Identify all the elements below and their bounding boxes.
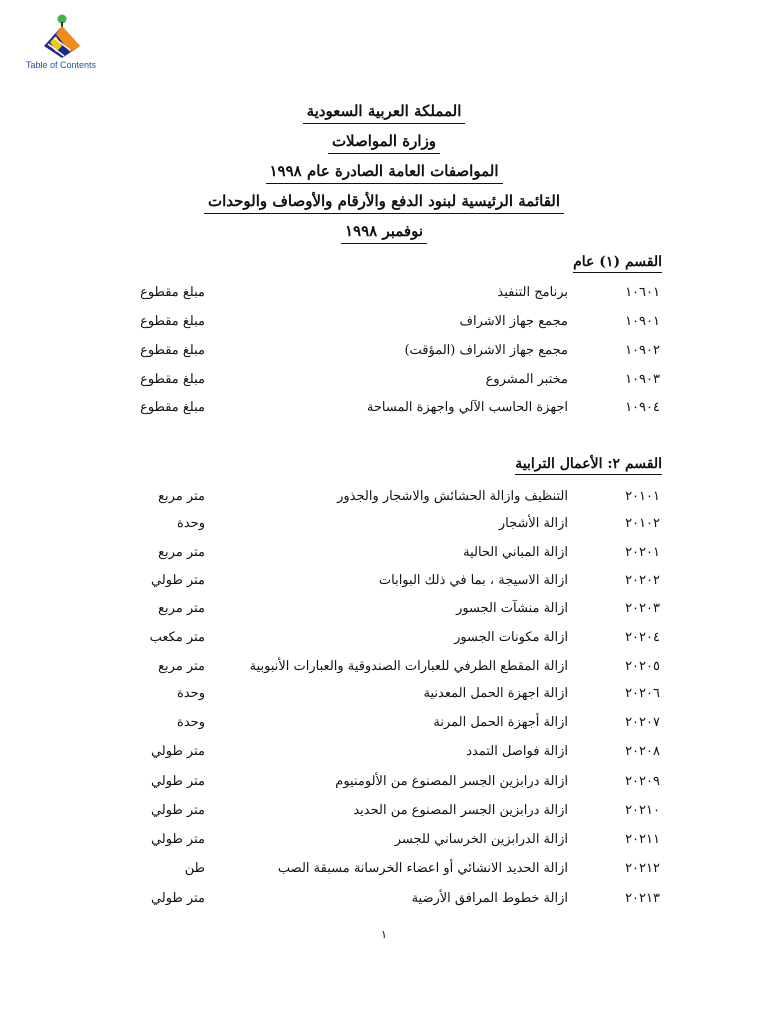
heading-main-list: القائمة الرئيسية لبنود الدفع والأرقام والأوصاف والوحدات	[204, 190, 564, 214]
item-unit: متر طولي	[150, 744, 205, 759]
item-description: التنظيف وازالة الحشائش والاشجار والجذور	[337, 489, 568, 504]
item-code: ١٠٩٠٤	[625, 400, 660, 415]
item-description: ازالة درابزين الجسر المصنوع من الألومنيوم	[335, 774, 568, 789]
item-unit: متر مكعب	[149, 630, 205, 645]
item-code: ٢٠٢٠٩	[625, 774, 660, 789]
item-description: ازالة منشآت الجسور	[456, 601, 568, 616]
item-description: مجمع جهاز الاشراف (المؤقت)	[404, 343, 568, 358]
table-row	[0, 630, 768, 652]
table-row	[0, 715, 768, 737]
table-row	[0, 803, 768, 825]
table-row	[0, 686, 768, 708]
item-unit: متر طولي	[150, 803, 205, 818]
item-code: ١٠٦٠١	[625, 285, 660, 300]
item-unit: وحدة	[177, 516, 205, 531]
item-code: ٢٠٢٠٣	[625, 601, 660, 616]
table-row	[0, 861, 768, 883]
item-code: ٢٠١٠١	[625, 489, 660, 504]
table-row	[0, 891, 768, 913]
table-row	[0, 372, 768, 394]
table-row	[0, 545, 768, 567]
item-code: ٢٠٢١٢	[625, 861, 660, 876]
item-unit: متر طولي	[150, 573, 205, 588]
item-code: ٢٠٢٠٨	[625, 744, 660, 759]
item-unit: متر مربع	[158, 659, 205, 674]
item-description: ازالة درابزين الجسر المصنوع من الحديد	[353, 803, 568, 818]
table-row	[0, 601, 768, 623]
item-description: ازالة المقطع الطرفي للعبارات الصندوقية والعبارات الأنبوبية	[249, 659, 568, 674]
table-of-contents-link[interactable]: Table of Contents	[26, 60, 97, 70]
heading-kingdom: المملكة العربية السعودية	[303, 100, 466, 124]
table-row	[0, 285, 768, 307]
item-code: ٢٠٢٠٦	[625, 686, 660, 701]
item-code: ٢٠٢٠٥	[625, 659, 660, 674]
table-row	[0, 573, 768, 595]
item-code: ٢٠٢٠٢	[625, 573, 660, 588]
table-row	[0, 314, 768, 336]
table-row	[0, 400, 768, 422]
item-unit: وحدة	[177, 715, 205, 730]
item-description: ازالة خطوط المرافق الأرضية	[411, 891, 568, 906]
item-description: ازالة اجهزة الحمل المعدنية	[423, 686, 568, 701]
item-code: ٢٠٢٠١	[625, 545, 660, 560]
item-description: اجهزة الحاسب الآلي واجهزة المساحة	[366, 400, 568, 415]
item-unit: متر طولي	[150, 774, 205, 789]
page-number: ١	[381, 928, 387, 941]
item-unit: وحدة	[177, 686, 205, 701]
item-code: ٢٠٢٠٤	[625, 630, 660, 645]
item-unit: طن	[184, 861, 205, 876]
item-description: ازالة فواصل التمدد	[466, 744, 568, 759]
item-unit: مبلغ مقطوع	[140, 400, 205, 415]
item-code: ٢٠١٠٢	[625, 516, 660, 531]
item-description: ازالة الاسيجة ، بما في ذلك البوابات	[378, 573, 568, 588]
item-code: ١٠٩٠٢	[625, 343, 660, 358]
item-description: برنامج التنفيذ	[497, 285, 568, 300]
section-2-title: القسم ٢: الأعمال الترابية	[515, 456, 662, 475]
item-description: ازالة الحديد الانشائي أو اعضاء الخرسانة مسبقة الصب	[277, 861, 568, 876]
item-unit: مبلغ مقطوع	[140, 285, 205, 300]
item-code: ٢٠٢٠٧	[625, 715, 660, 730]
table-row	[0, 744, 768, 766]
item-description: مجمع جهاز الاشراف	[459, 314, 568, 329]
table-row	[0, 832, 768, 854]
item-unit: متر طولي	[150, 832, 205, 847]
table-row	[0, 659, 768, 681]
heading-date: نوفمبر ١٩٩٨	[341, 220, 427, 244]
item-description: ازالة الدرابزين الخرساني للجسر	[394, 832, 568, 847]
table-row	[0, 774, 768, 796]
logo-icon	[40, 14, 84, 60]
item-description: ازالة الأشجار	[498, 516, 568, 531]
item-code: ١٠٩٠٣	[625, 372, 660, 387]
item-code: ٢٠٢١١	[625, 832, 660, 847]
item-description: ازالة المباني الحالية	[463, 545, 568, 560]
item-unit: متر طولي	[150, 891, 205, 906]
item-description: ازالة أجهزة الحمل المرنة	[433, 715, 568, 730]
table-row	[0, 489, 768, 511]
item-description: مختبر المشروع	[485, 372, 568, 387]
item-unit: متر مربع	[158, 601, 205, 616]
heading-specifications: المواصفات العامة الصادرة عام ١٩٩٨	[266, 160, 503, 184]
item-unit: مبلغ مقطوع	[140, 372, 205, 387]
item-code: ٢٠٢١٣	[625, 891, 660, 906]
item-code: ١٠٩٠١	[625, 314, 660, 329]
item-unit: متر مربع	[158, 545, 205, 560]
item-description: ازالة مكونات الجسور	[454, 630, 568, 645]
table-row	[0, 516, 768, 538]
item-unit: مبلغ مقطوع	[140, 314, 205, 329]
item-unit: متر مربع	[158, 489, 205, 504]
table-row	[0, 343, 768, 365]
item-unit: مبلغ مقطوع	[140, 343, 205, 358]
heading-ministry: وزارة المواصلات	[328, 130, 440, 154]
document-title-block	[0, 100, 768, 250]
item-code: ٢٠٢١٠	[625, 803, 660, 818]
section-1-title: القسم (١) عام	[573, 254, 662, 273]
